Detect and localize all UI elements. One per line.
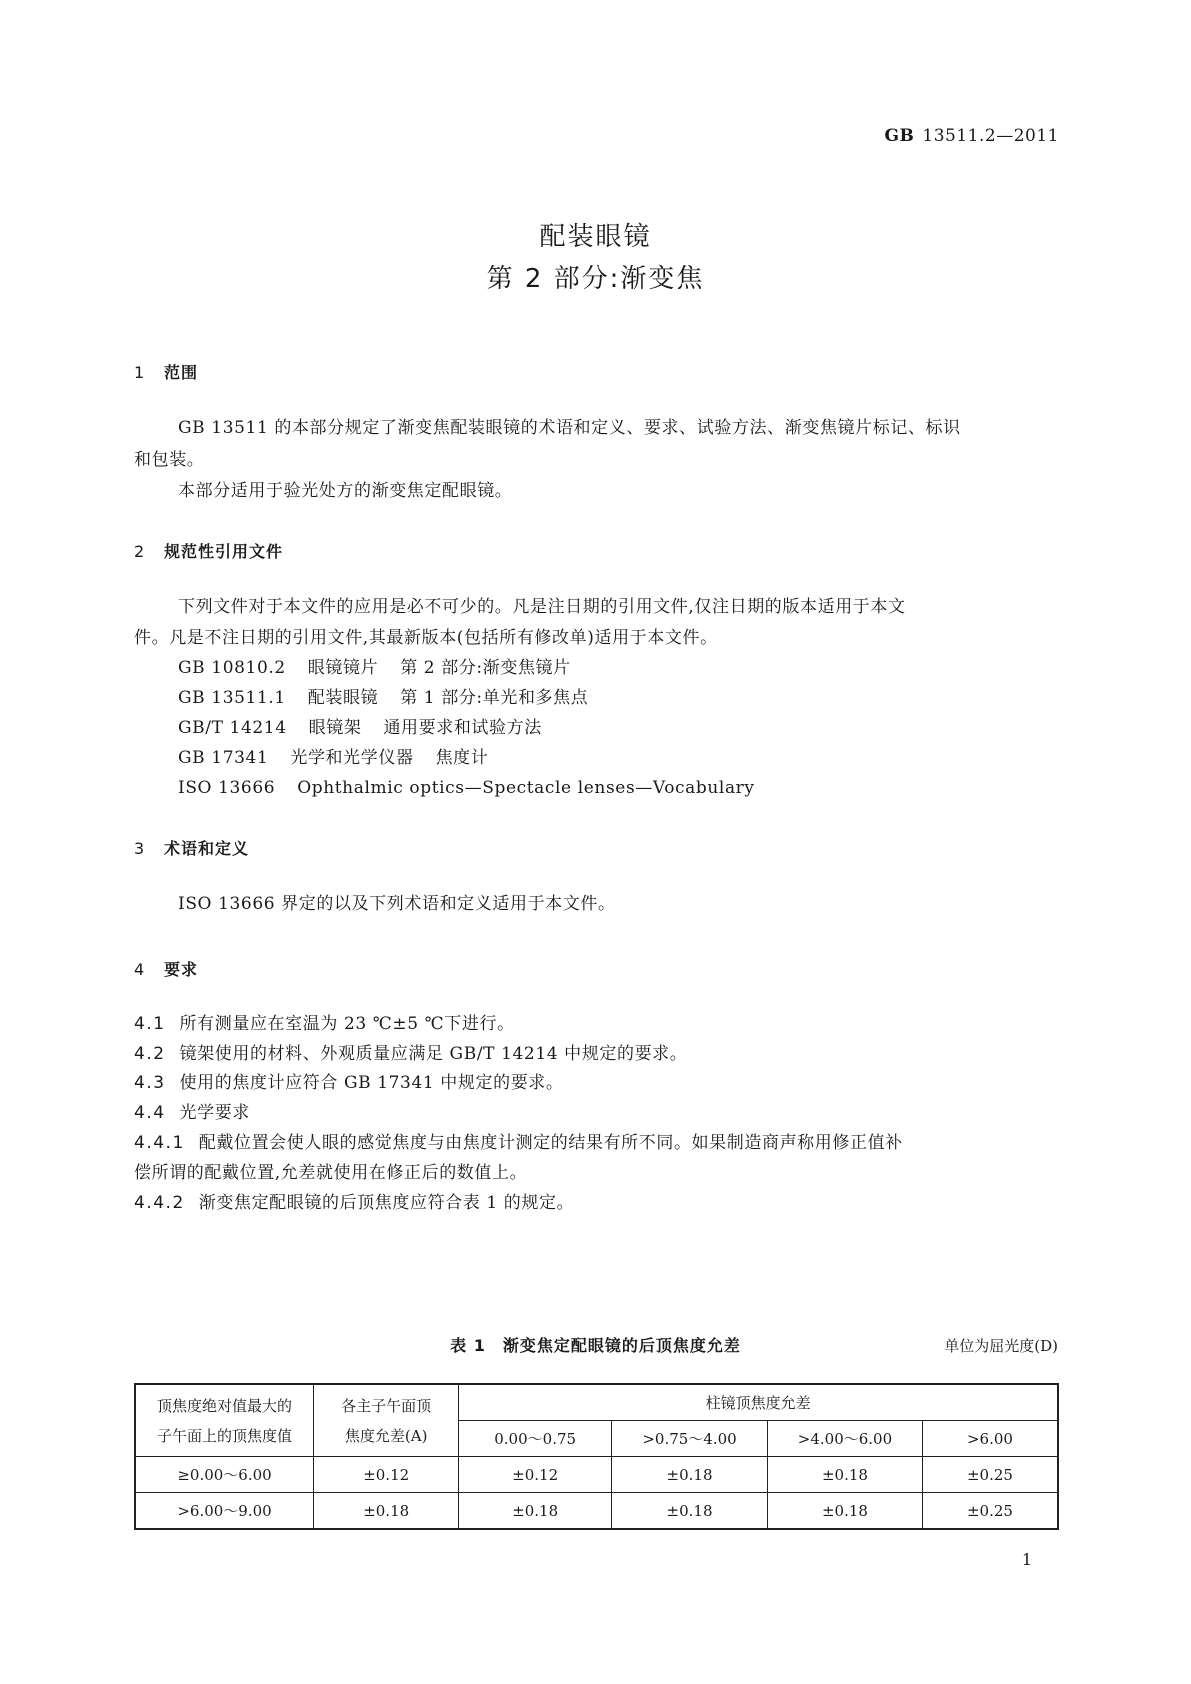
reference-item <box>178 682 588 714</box>
section-number: 4 <box>134 960 146 979</box>
reference-code: GB 13511.1 <box>178 688 286 708</box>
section-1-heading <box>134 360 198 383</box>
reference-part: 通用要求和试验方法 <box>383 718 542 738</box>
page-number: 1 <box>1021 1550 1032 1569</box>
reference-part: 焦度计 <box>435 748 489 768</box>
table-cell: ±0.18 <box>612 1493 768 1530</box>
reference-name: 眼镜架 <box>308 718 362 738</box>
reference-name: 眼镜镜片 <box>307 658 379 678</box>
clause-number: 4.4.1 <box>134 1133 185 1153</box>
reference-name: 光学和光学仪器 <box>290 748 414 768</box>
section-title: 规范性引用文件 <box>164 542 284 561</box>
section-4-heading <box>134 957 198 980</box>
sub-column-header: >0.75～4.00 <box>612 1421 768 1457</box>
table-cell: ±0.18 <box>612 1457 768 1493</box>
clause-4-4-2 <box>134 1187 574 1219</box>
standard-code <box>885 126 1059 146</box>
document-subtitle: 第 2 部分:渐变焦 <box>486 264 705 294</box>
clause-text: 配戴位置会使人眼的感觉焦度与由焦度计测定的结果有所不同。如果制造商声称用修正值补 <box>198 1133 903 1153</box>
clause-text: 光学要求 <box>179 1103 250 1123</box>
reference-code: GB 17341 <box>178 748 269 768</box>
tolerance-table <box>134 1383 1059 1530</box>
table-cell: ±0.18 <box>459 1493 612 1530</box>
reference-item <box>178 772 755 804</box>
reference-code: GB/T 14214 <box>178 718 287 738</box>
clause-text: 所有测量应在室温为 23 ℃±5 ℃下进行。 <box>179 1014 515 1034</box>
table-cell: ±0.18 <box>768 1457 923 1493</box>
header-line: 顶焦度绝对值最大的 <box>157 1396 293 1415</box>
reference-item <box>178 742 488 774</box>
section-number: 1 <box>134 363 146 382</box>
header-line: 焦度允差(A) <box>344 1426 428 1445</box>
column-header <box>314 1384 459 1457</box>
reference-code: ISO 13666 <box>178 778 276 798</box>
standard-prefix: GB <box>884 126 915 146</box>
header-line: 各主子午面顶 <box>341 1396 432 1415</box>
section-number: 3 <box>134 839 146 858</box>
section-title: 术语和定义 <box>164 839 250 858</box>
table-row <box>135 1493 1058 1530</box>
section-number: 2 <box>134 542 146 561</box>
standard-number: 13511.2—2011 <box>922 126 1059 146</box>
clause-4-3 <box>134 1067 564 1099</box>
clause-number: 4.3 <box>134 1073 166 1093</box>
table-row <box>135 1457 1058 1493</box>
paragraph: ISO 13666 界定的以及下列术语和定义适用于本文件。 <box>178 894 616 914</box>
clause-text: 使用的焦度计应符合 GB 17341 中规定的要求。 <box>179 1073 564 1093</box>
sub-column-header: >6.00 <box>922 1421 1058 1457</box>
section-title: 要求 <box>164 960 199 979</box>
clause-number: 4.4 <box>134 1103 166 1123</box>
clause-4-4 <box>134 1097 250 1129</box>
paragraph: GB 13511 的本部分规定了渐变焦配装眼镜的术语和定义、要求、试验方法、渐变焦镜片标记、标识 <box>178 418 961 438</box>
reference-part: 第 1 部分:单光和多焦点 <box>400 688 589 708</box>
clause-4-4-1-continued: 偿所谓的配戴位置,允差就使用在修正后的数值上。 <box>134 1163 528 1183</box>
reference-item <box>178 652 571 684</box>
clause-text: 镜架使用的材料、外观质量应满足 GB/T 14214 中规定的要求。 <box>179 1044 688 1064</box>
reference-item <box>178 712 542 744</box>
section-title: 范围 <box>164 363 199 382</box>
clause-4-1 <box>134 1008 515 1040</box>
table-cell: ±0.18 <box>314 1493 459 1530</box>
column-header <box>135 1384 314 1457</box>
clause-4-2 <box>134 1038 687 1070</box>
clause-number: 4.4.2 <box>134 1193 185 1213</box>
table-cell: ±0.12 <box>459 1457 612 1493</box>
header-line: 子午面上的顶焦度值 <box>157 1426 293 1445</box>
column-group-header: 柱镜顶焦度允差 <box>459 1384 1058 1421</box>
reference-part: 第 2 部分:渐变焦镜片 <box>400 658 571 678</box>
paragraph: 本部分适用于验光处方的渐变焦定配眼镜。 <box>178 481 513 501</box>
clause-4-4-1 <box>134 1127 903 1159</box>
reference-name: 配装眼镜 <box>307 688 379 708</box>
section-2-heading <box>134 539 283 562</box>
document-title: 配装眼镜 <box>539 222 652 252</box>
table-unit: 单位为屈光度(D) <box>944 1337 1058 1355</box>
reference-code: GB 10810.2 <box>178 658 286 678</box>
reference-name: Ophthalmic optics—Spectacle lenses—Vocabulary <box>297 778 755 798</box>
table-cell: ±0.25 <box>922 1493 1058 1530</box>
paragraph: 件。凡是不注日期的引用文件,其最新版本(包括所有修改单)适用于本文件。 <box>134 628 718 648</box>
table-cell: ±0.25 <box>922 1457 1058 1493</box>
table-cell: ≥0.00～6.00 <box>135 1457 314 1493</box>
table-title: 表 1 渐变焦定配眼镜的后顶焦度允差 <box>450 1336 741 1355</box>
sub-column-header: 0.00～0.75 <box>459 1421 612 1457</box>
clause-number: 4.1 <box>134 1014 166 1034</box>
paragraph: 下列文件对于本文件的应用是必不可少的。凡是注日期的引用文件,仅注日期的版本适用于本文 <box>178 597 906 617</box>
section-3-heading <box>134 836 249 859</box>
table-cell: ±0.18 <box>768 1493 923 1530</box>
clause-text: 渐变焦定配眼镜的后顶焦度应符合表 1 的规定。 <box>198 1193 575 1213</box>
sub-column-header: >4.00～6.00 <box>768 1421 923 1457</box>
table-cell: ±0.12 <box>314 1457 459 1493</box>
clause-number: 4.2 <box>134 1044 166 1064</box>
paragraph: 和包装。 <box>134 450 205 470</box>
table-cell: >6.00～9.00 <box>135 1493 314 1530</box>
